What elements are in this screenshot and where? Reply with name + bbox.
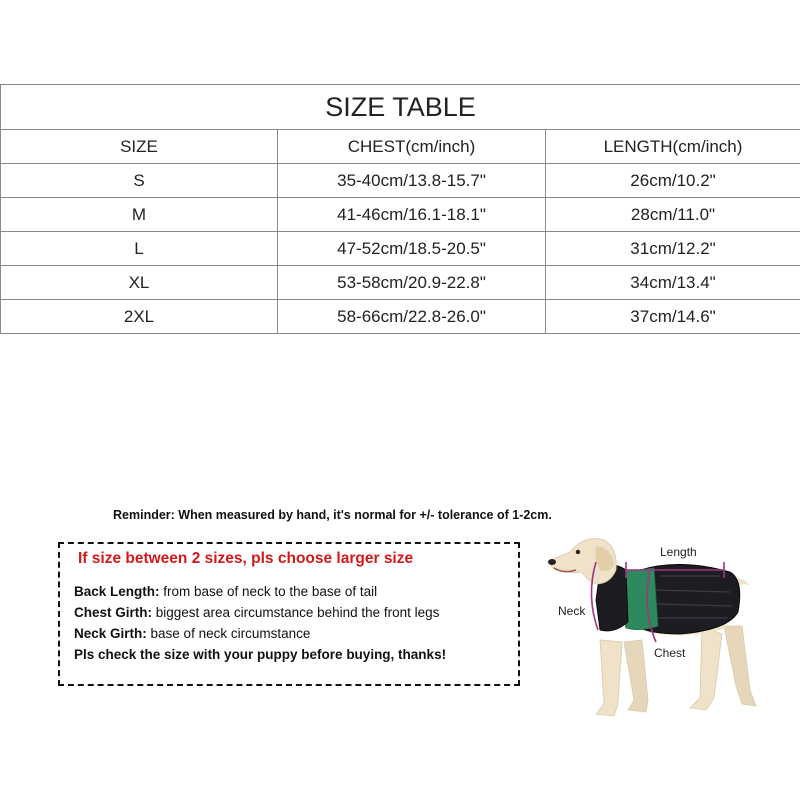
column-header-size: SIZE (1, 130, 278, 164)
chest-cell: 47-52cm/18.5-20.5" (278, 232, 546, 266)
length-cell: 31cm/12.2" (546, 232, 800, 266)
back-length-definition (74, 584, 377, 599)
size-cell: XL (1, 266, 278, 300)
column-header-length: LENGTH(cm/inch) (546, 130, 800, 164)
size-cell: L (1, 232, 278, 266)
column-header-chest: CHEST(cm/inch) (278, 130, 546, 164)
dog-in-coat-illustration (530, 530, 800, 730)
length-cell: 28cm/11.0" (546, 198, 800, 232)
chest-cell: 53-58cm/20.9-22.8" (278, 266, 546, 300)
chest-label: Chest (654, 646, 686, 660)
table-row (1, 164, 800, 198)
size-cell: M (1, 198, 278, 232)
chest-cell: 58-66cm/22.8-26.0" (278, 300, 546, 334)
size-table-header-row (1, 130, 800, 164)
sizing-note-box (58, 542, 520, 686)
back-length-term: Back Length: (74, 584, 160, 599)
chest-cell: 35-40cm/13.8-15.7" (278, 164, 546, 198)
size-table-title-row (1, 85, 800, 130)
measurement-reminder: Reminder: When measured by hand, it's normal for +/- tolerance of 1-2cm. (113, 508, 552, 522)
neck-girth-text: base of neck circumstance (146, 626, 311, 641)
chest-girth-definition (74, 605, 439, 620)
size-cell: S (1, 164, 278, 198)
neck-girth-definition (74, 626, 310, 641)
chest-girth-term: Chest Girth: (74, 605, 153, 620)
dog-measurement-figure (530, 530, 800, 730)
table-row (1, 266, 800, 300)
back-length-text: from base of neck to the base of tail (159, 584, 378, 599)
size-cell: 2XL (1, 300, 278, 334)
sizing-note-closing: Pls check the size with your puppy before buying, thanks! (74, 647, 447, 662)
table-row (1, 198, 800, 232)
length-cell: 34cm/13.4" (546, 266, 800, 300)
neck-label: Neck (558, 604, 586, 618)
sizing-note-headline: If size between 2 sizes, pls choose larger size (78, 550, 414, 567)
chest-cell: 41-46cm/16.1-18.1" (278, 198, 546, 232)
chest-girth-text: biggest area circumstance behind the front legs (152, 605, 440, 620)
size-table-title: SIZE TABLE (1, 85, 800, 130)
size-table (0, 84, 800, 334)
length-cell: 37cm/14.6" (546, 300, 800, 334)
table-row (1, 232, 800, 266)
neck-girth-term: Neck Girth: (74, 626, 147, 641)
length-label: Length (660, 545, 697, 559)
table-row (1, 300, 800, 334)
length-cell: 26cm/10.2" (546, 164, 800, 198)
